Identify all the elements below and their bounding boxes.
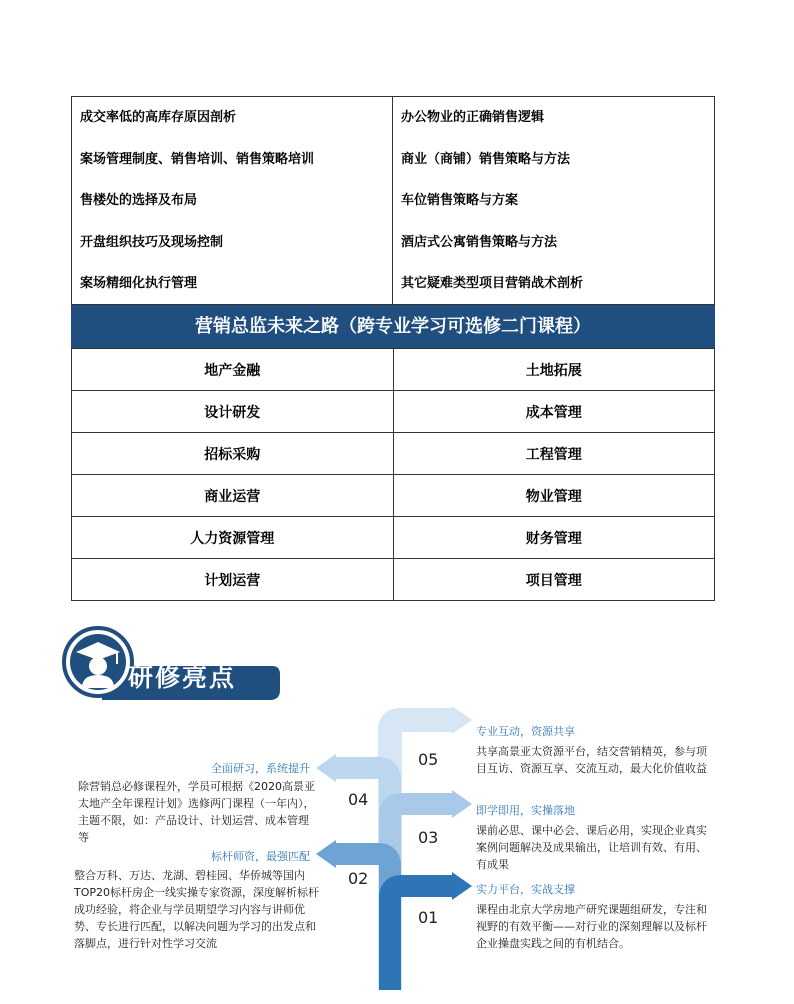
table-row (72, 475, 715, 517)
elective-cell: 人力资源管理 (72, 517, 394, 559)
elective-cell: 土地拓展 (393, 349, 715, 391)
course-list-left-column (72, 97, 393, 304)
step-number-04: 04 (348, 790, 369, 809)
highlight-body-03: 课前必思、课中必会、课后必用，实现企业真实案例问题解决及成果输出，让培训有效、有用、有成果 (476, 824, 707, 871)
highlight-body-02: 整合万科、万达、龙湖、碧桂园、华侨城等国内TOP20标杆房企一线实操专家资源，深度解析标杆成功经验，将企业与学员期望学习内容与讲师优势、专长进行匹配，以解决问题为学习的出发点和落脚点，进行针对性学习交流 (74, 869, 320, 950)
highlight-title-05: 专业互动，资源共享 (476, 725, 575, 738)
step-arrow-05 (390, 706, 472, 990)
elective-cell: 地产金融 (72, 349, 394, 391)
elective-cell: 设计研发 (72, 391, 394, 433)
elective-cell: 项目管理 (393, 559, 715, 601)
elective-cell: 商业运营 (72, 475, 394, 517)
section-title: 研修亮点 (128, 663, 237, 692)
elective-cell: 计划运营 (72, 559, 394, 601)
table-row (72, 391, 715, 433)
table-row (72, 349, 715, 391)
course-list-table (71, 96, 715, 305)
elective-cell: 招标采购 (72, 433, 394, 475)
course-item: 车位销售策略与方案 (401, 193, 519, 209)
course-item: 案场精细化执行管理 (80, 276, 198, 292)
table-row (72, 517, 715, 559)
course-item: 售楼处的选择及布局 (80, 193, 198, 209)
elective-table (71, 348, 715, 601)
course-item: 案场管理制度、销售培训、销售策略培训 (80, 151, 315, 167)
highlight-title-02: 标杆师资，最强匹配 (211, 850, 310, 863)
highlight-body-05: 共享高景亚太资源平台，结交营销精英，参与项目互访、资源互享、交流互动，最大化价值收益 (476, 745, 707, 775)
highlight-title-04: 全面研习，系统提升 (211, 762, 310, 775)
step-arrow-01 (390, 872, 472, 990)
elective-cell: 成本管理 (393, 391, 715, 433)
highlight-body-04: 除营销总必修课程外，学员可根据《2020高景亚太地产全年课程计划》选修两门课程（一年内），主题不限，如：产品设计、计划运营、成本管理等 (78, 780, 315, 844)
course-item: 商业（商铺）销售策略与方法 (401, 151, 571, 167)
course-item: 开盘组织技巧及现场控制 (80, 234, 224, 250)
highlight-title-01: 实力平台，实战支撑 (476, 883, 575, 896)
course-item: 其它疑难类型项目营销战术剖析 (401, 276, 584, 292)
elective-cell: 工程管理 (393, 433, 715, 475)
step-number-05: 05 (418, 750, 439, 769)
highlights-step-diagram (300, 700, 500, 990)
elective-cell: 物业管理 (393, 475, 715, 517)
table-row (72, 559, 715, 601)
step-number-02: 02 (348, 869, 369, 888)
course-item: 办公物业的正确销售逻辑 (401, 110, 545, 125)
highlight-body-01: 课程由北京大学房地产研究课题组研发，专注和视野的有效平衡——对行业的深刻理解以及标杆企业操盘实践之间的有机结合。 (476, 903, 707, 950)
course-item: 成交率低的高库存原因剖析 (80, 110, 237, 125)
step-number-01: 01 (418, 908, 439, 927)
step-number-03: 03 (418, 828, 439, 847)
elective-cell: 财务管理 (393, 517, 715, 559)
course-item: 酒店式公寓销售策略与方法 (401, 234, 558, 250)
course-list-right-column (393, 97, 714, 304)
elective-banner-title: 营销总监未来之路（跨专业学习可选修二门课程） (71, 305, 715, 348)
table-row (72, 433, 715, 475)
highlight-title-03: 即学即用，实操落地 (476, 804, 575, 817)
